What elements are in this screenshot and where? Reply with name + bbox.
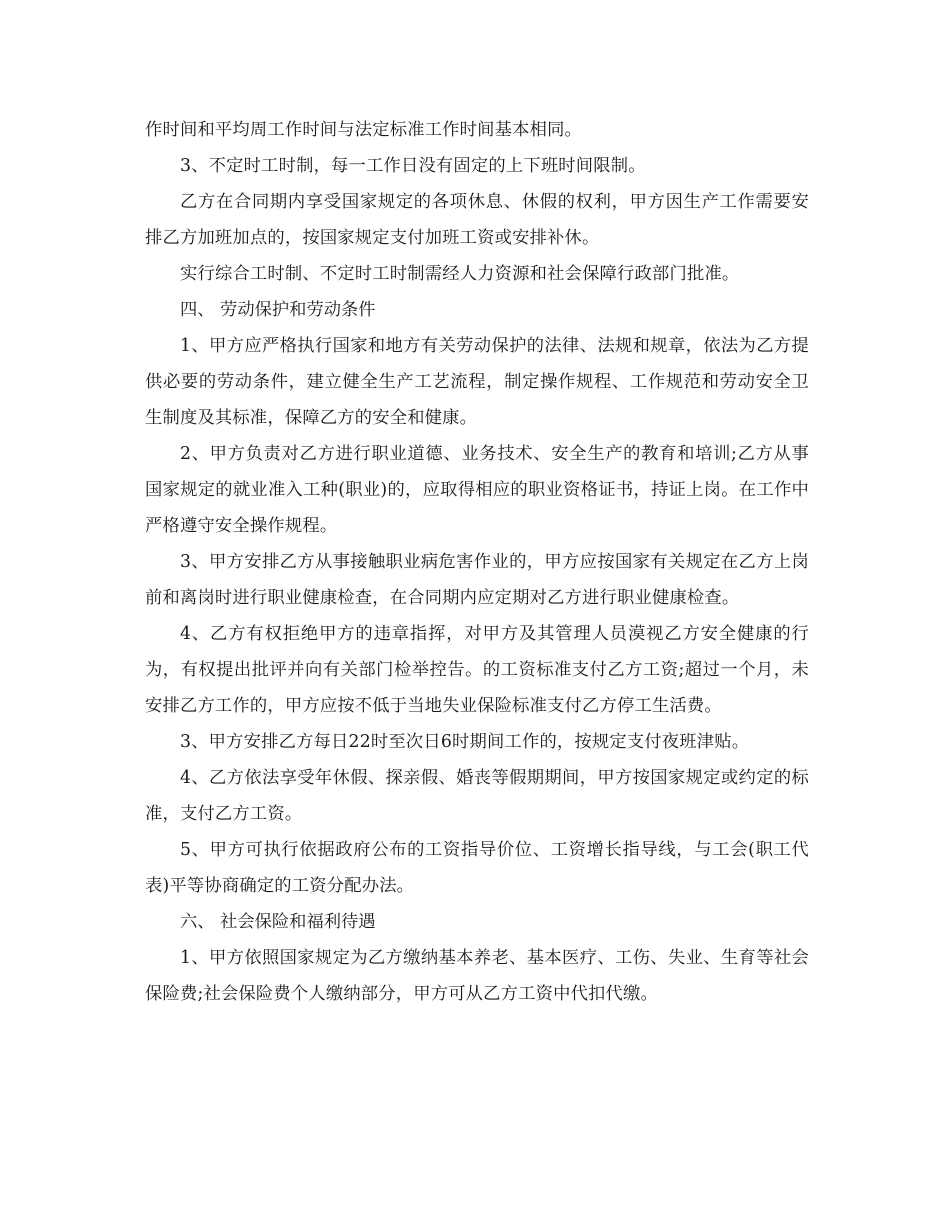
paragraph-flexible-hours: 3、不定时工时制，每一工作日没有固定的上下班时间限制。 bbox=[180, 156, 646, 176]
paragraph-protection-3: 3、甲方安排乙方从事接触职业病危害作业的，甲方应按国家有关规定在乙方上岗前和离岗时进行职业健康检查，在合同期内应定期对乙方进行职业健康检查。 bbox=[145, 552, 809, 608]
paragraph-wage-guidance: 5、甲方可执行依据政府公布的工资指导价位、工资增长指导线，与工会(职工代表)平等协商确定的工资分配办法。 bbox=[145, 840, 809, 896]
paragraph-protection-4: 4、乙方有权拒绝甲方的违章指挥，对甲方及其管理人员漠视乙方安全健康的行为，有权提出批评并向有关部门检举控告。的工资标准支付乙方工资;超过一个月，未安排乙方工作的，甲方应按不低于当地失业保险标准支付乙方停工生活费。 bbox=[145, 624, 809, 716]
document-body bbox=[145, 112, 809, 1012]
paragraph-night-shift: 3、甲方安排乙方每日22时至次日6时期间工作的，按规定支付夜班津贴。 bbox=[180, 732, 750, 752]
paragraph-leave-pay: 4、乙方依法享受年休假、探亲假、婚丧等假期期间，甲方按国家规定或约定的标准，支付乙方工资。 bbox=[145, 768, 809, 824]
paragraph-approval: 实行综合工时制、不定时工时制需经人力资源和社会保障行政部门批准。 bbox=[180, 264, 740, 284]
section-heading-social-insurance: 六、 社会保险和福利待遇 bbox=[180, 912, 376, 932]
paragraph-continuation: 作时间和平均周工作时间与法定标准工作时间基本相同。 bbox=[145, 120, 583, 140]
section-heading-labor-protection: 四、 劳动保护和劳动条件 bbox=[180, 300, 376, 320]
paragraph-rest-rights: 乙方在合同期内享受国家规定的各项休息、休假的权利，甲方因生产工作需要安排乙方加班加点的，按国家规定支付加班工资或安排补休。 bbox=[145, 192, 809, 248]
paragraph-protection-1: 1、甲方应严格执行国家和地方有关劳动保护的法律、法规和规章，依法为乙方提供必要的劳动条件，建立健全生产工艺流程，制定操作规程、工作规范和劳动安全卫生制度及其标准，保障乙方的安全和健康。 bbox=[145, 336, 809, 428]
paragraph-protection-2: 2、甲方负责对乙方进行职业道德、业务技术、安全生产的教育和培训;乙方从事国家规定的就业准入工种(职业)的，应取得相应的职业资格证书，持证上岗。在工作中严格遵守安全操作规程。 bbox=[145, 444, 809, 536]
paragraph-insurance-1: 1、甲方依照国家规定为乙方缴纳基本养老、基本医疗、工伤、失业、生育等社会保险费;社会保险费个人缴纳部分，甲方可从乙方工资中代扣代缴。 bbox=[145, 948, 809, 1004]
